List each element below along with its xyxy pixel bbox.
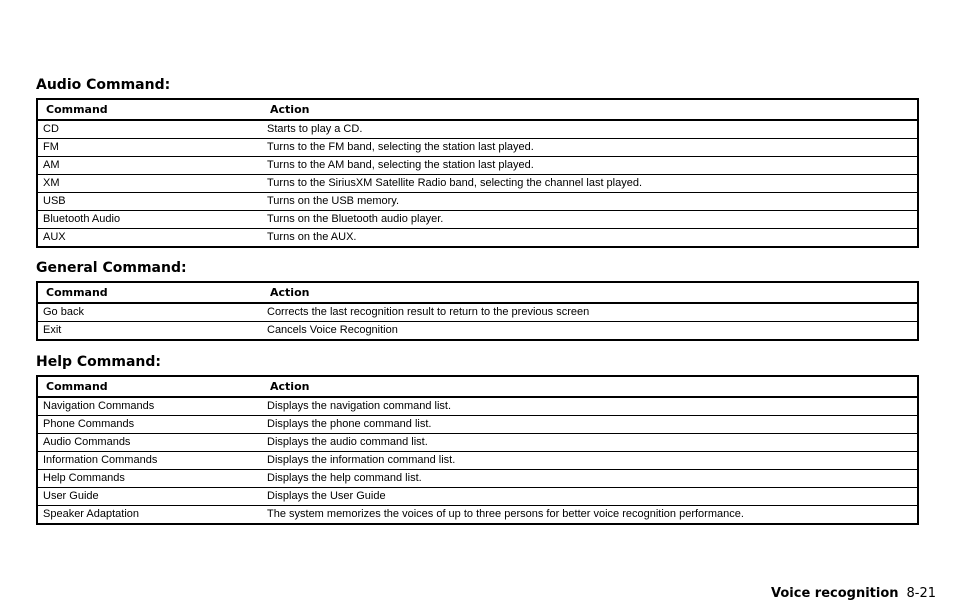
column-header-action: Action bbox=[262, 282, 918, 303]
command-cell: AUX bbox=[43, 231, 66, 243]
command-cell: Go back bbox=[37, 303, 262, 322]
action-cell: Displays the help command list. bbox=[262, 470, 918, 488]
action-cell: The system memorizes the voices of up to three persons for better voice recognition performance. bbox=[267, 508, 744, 520]
action-cell: Turns on the Bluetooth audio player. bbox=[262, 211, 918, 229]
page-footer bbox=[771, 586, 936, 602]
table-row bbox=[37, 303, 918, 322]
help-command-heading: Help Command: bbox=[36, 354, 162, 370]
command-cell: User Guide bbox=[37, 488, 262, 506]
command-cell: USB bbox=[37, 193, 262, 211]
table-row bbox=[37, 193, 918, 211]
general-command-heading: General Command: bbox=[36, 260, 187, 276]
table-row bbox=[37, 175, 918, 193]
audio-command-heading: Audio Command: bbox=[36, 77, 171, 93]
table-row bbox=[37, 452, 918, 470]
command-cell: Speaker Adaptation bbox=[43, 508, 140, 520]
command-cell: Phone Commands bbox=[37, 416, 262, 434]
action-cell: Turns to the FM band, selecting the station last played. bbox=[262, 139, 918, 157]
table-row bbox=[37, 416, 918, 434]
table-row bbox=[37, 211, 918, 229]
column-header-action: Action bbox=[262, 376, 918, 397]
audio-command-table bbox=[36, 98, 919, 248]
table-row bbox=[37, 229, 918, 248]
table-row bbox=[37, 434, 918, 452]
column-header-command: Command bbox=[37, 282, 262, 303]
table-row bbox=[37, 397, 918, 416]
action-cell: Starts to play a CD. bbox=[262, 120, 918, 139]
command-cell: CD bbox=[37, 120, 262, 139]
action-cell: Displays the phone command list. bbox=[262, 416, 918, 434]
column-header-command: Command bbox=[37, 99, 262, 120]
table-row bbox=[37, 157, 918, 175]
footer-section-name: Voice recognition bbox=[771, 586, 899, 601]
table-row bbox=[37, 120, 918, 139]
table-row bbox=[37, 506, 918, 525]
column-header-command: Command bbox=[37, 376, 262, 397]
general-command-table bbox=[36, 281, 919, 341]
command-cell: Bluetooth Audio bbox=[37, 211, 262, 229]
command-cell: Information Commands bbox=[37, 452, 262, 470]
table-row bbox=[37, 470, 918, 488]
column-header-action: Action bbox=[262, 99, 918, 120]
table-row bbox=[37, 322, 918, 341]
command-cell: Exit bbox=[43, 324, 62, 336]
command-cell: Navigation Commands bbox=[37, 397, 262, 416]
command-cell: FM bbox=[37, 139, 262, 157]
help-command-table bbox=[36, 375, 919, 525]
table-header-row bbox=[37, 376, 918, 397]
table-row bbox=[37, 139, 918, 157]
table-header-row bbox=[37, 282, 918, 303]
table-row bbox=[37, 488, 918, 506]
action-cell: Corrects the last recognition result to return to the previous screen bbox=[262, 303, 918, 322]
action-cell: Turns on the AUX. bbox=[267, 231, 357, 243]
manual-page bbox=[36, 76, 919, 525]
action-cell: Displays the User Guide bbox=[262, 488, 918, 506]
action-cell: Cancels Voice Recognition bbox=[267, 324, 398, 336]
action-cell: Turns to the AM band, selecting the station last played. bbox=[262, 157, 918, 175]
page-number: 8-21 bbox=[906, 586, 937, 601]
action-cell: Displays the navigation command list. bbox=[262, 397, 918, 416]
command-cell: XM bbox=[37, 175, 262, 193]
table-header-row bbox=[37, 99, 918, 120]
action-cell: Turns on the USB memory. bbox=[262, 193, 918, 211]
action-cell: Displays the audio command list. bbox=[262, 434, 918, 452]
command-cell: Audio Commands bbox=[37, 434, 262, 452]
action-cell: Displays the information command list. bbox=[262, 452, 918, 470]
command-cell: Help Commands bbox=[37, 470, 262, 488]
action-cell: Turns to the SiriusXM Satellite Radio band, selecting the channel last played. bbox=[262, 175, 918, 193]
command-cell: AM bbox=[37, 157, 262, 175]
